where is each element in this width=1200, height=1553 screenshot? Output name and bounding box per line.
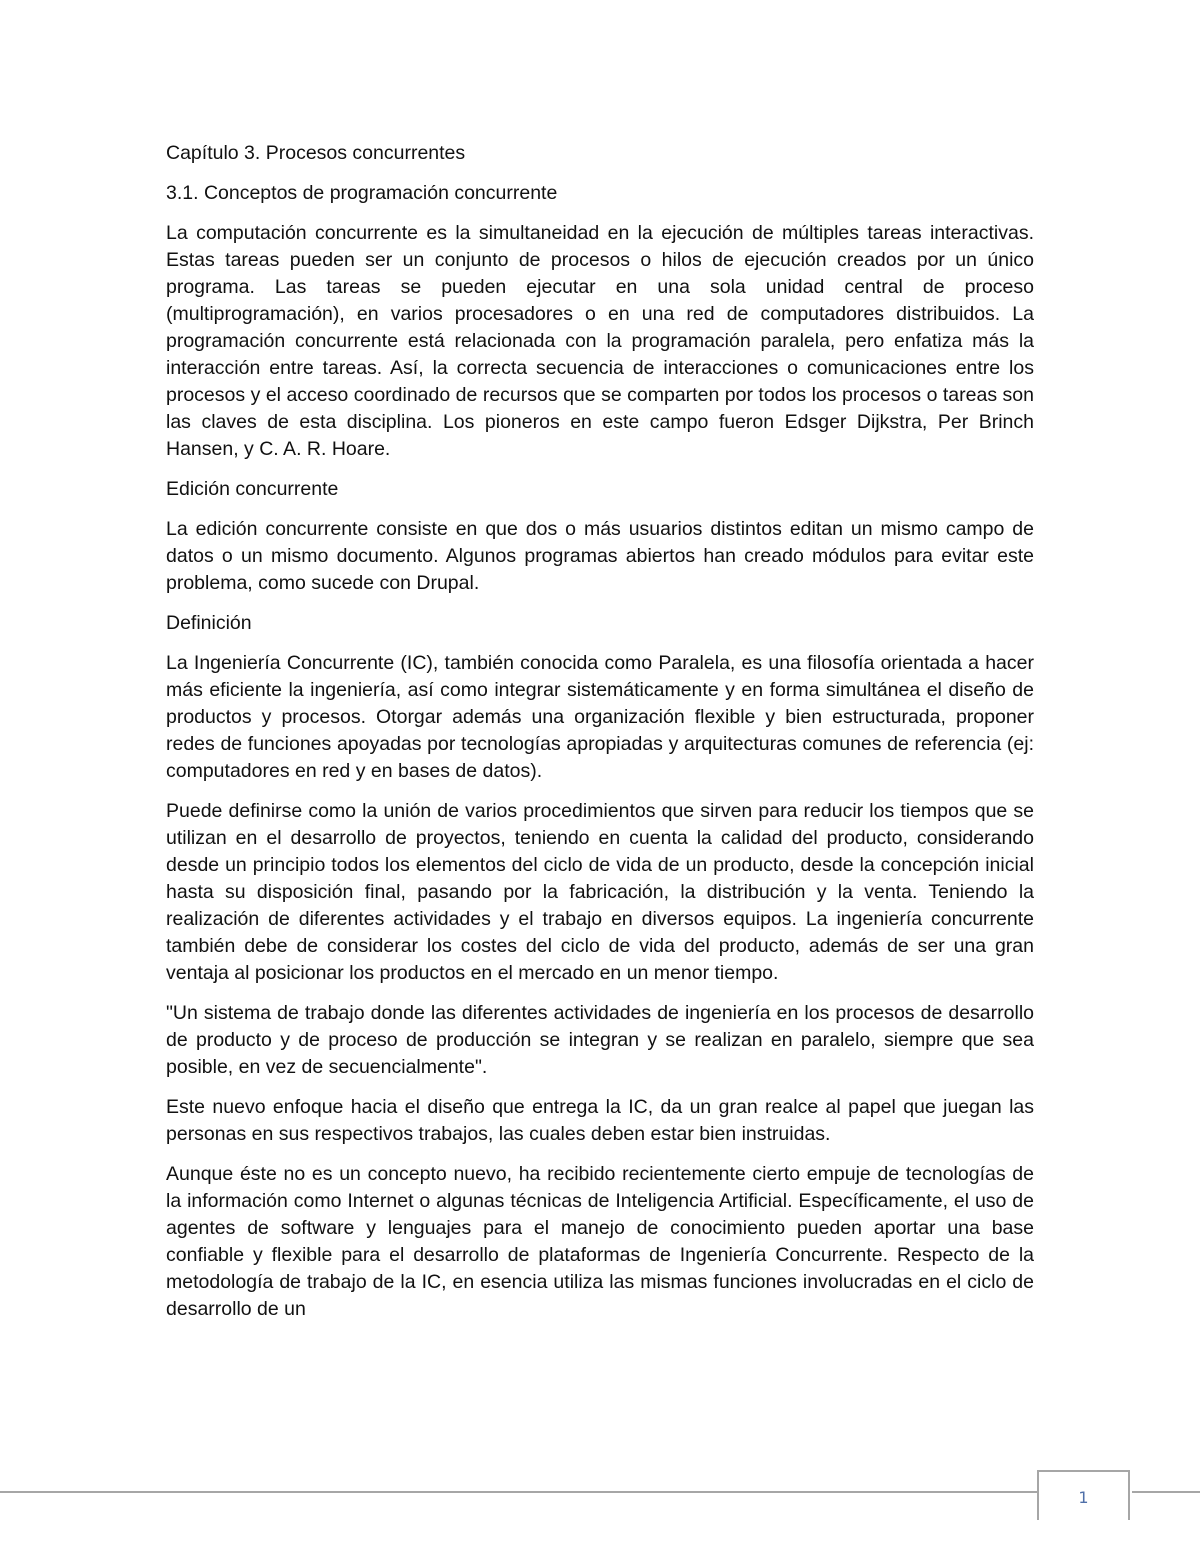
edicion-paragraph: La edición concurrente consiste en que dos o más usuarios distintos editan un mismo campo de datos o un mismo documento. Algunos programas abiertos han creado módulos para evitar este problema, como sucede con Drupal.: [166, 518, 1034, 594]
intro-paragraph: La computación concurrente es la simultaneidad en la ejecución de múltiples tareas interactivas. Estas tareas pueden ser un conjunto de procesos o hilos de ejecución creados por un único programa. Las tareas se pueden ejecutar en una sola unidad central de proceso (multiprogramación), en varios procesadores o en una red de computadores distribuidos. La programación concurrente está relacionada con la programación paralela, pero enfatiza más la interacción entre tareas. Así, la correcta secuencia de interacciones o comunicaciones entre los procesos y el acceso coordinado de recursos que se comparten por todos los procesos o tareas son las claves de esta disciplina. Los pioneros en este campo fueron Edsger Dijkstra, Per Brinch Hansen, y C. A. R. Hoare.: [166, 222, 1034, 460]
footer-rule-right: [1132, 1491, 1200, 1493]
document-body: [166, 140, 1034, 1336]
definicion-heading: Definición: [166, 612, 252, 634]
page-number: 1: [1078, 1488, 1089, 1507]
edicion-heading: Edición concurrente: [166, 478, 339, 500]
aunque-paragraph: Aunque éste no es un concepto nuevo, ha recibido recientemente cierto empuje de tecnologías de la información como Internet o algunas técnicas de Inteligencia Artificial. Específicamente, el uso de agentes de software y lenguajes para el manejo de conocimiento pueden aportar una base confiable y flexible para el desarrollo de plataformas de Ingeniería Concurrente. Respecto de la metodología de trabajo de la IC, en esencia utiliza las mismas funciones involucradas en el ciclo de desarrollo de un: [166, 1163, 1034, 1320]
footer-rule-left: [0, 1491, 1038, 1493]
section-title: 3.1. Conceptos de programación concurrente: [166, 182, 558, 204]
quote-paragraph: "Un sistema de trabajo donde las diferentes actividades de ingeniería en los procesos de desarrollo de producto y de proceso de producción se integran y se realizan en paralelo, siempre que sea posible, en vez de secuencialmente".: [166, 1002, 1034, 1078]
enfoque-paragraph: Este nuevo enfoque hacia el diseño que entrega la IC, da un gran realce al papel que juegan las personas en sus respectivos trabajos, las cuales deben estar bien instruidas.: [166, 1096, 1034, 1145]
definicion-paragraph-2: Puede definirse como la unión de varios procedimientos que sirven para reducir los tiempos que se utilizan en el desarrollo de proyectos, teniendo en cuenta la calidad del producto, considerando desde un principio todos los elementos del ciclo de vida de un producto, desde la concepción inicial hasta su disposición final, pasando por la fabricación, la distribución y la venta. Teniendo la realización de diferentes actividades y el trabajo en diversos equipos. La ingeniería concurrente también debe de considerar los costes del ciclo de vida del producto, además de ser una gran ventaja al posicionar los productos en el mercado en un menor tiempo.: [166, 800, 1034, 984]
definicion-paragraph-1: La Ingeniería Concurrente (IC), también conocida como Paralela, es una filosofía orientada a hacer más eficiente la ingeniería, así como integrar sistemáticamente y en forma simultánea el diseño de productos y procesos. Otorgar además una organización flexible y bien estructurada, proponer redes de funciones apoyadas por tecnologías apropiadas y arquitecturas comunes de referencia (ej: computadores en red y en bases de datos).: [166, 652, 1034, 782]
chapter-title: Capítulo 3. Procesos concurrentes: [166, 142, 466, 164]
page-number-tab: [1037, 1470, 1130, 1520]
